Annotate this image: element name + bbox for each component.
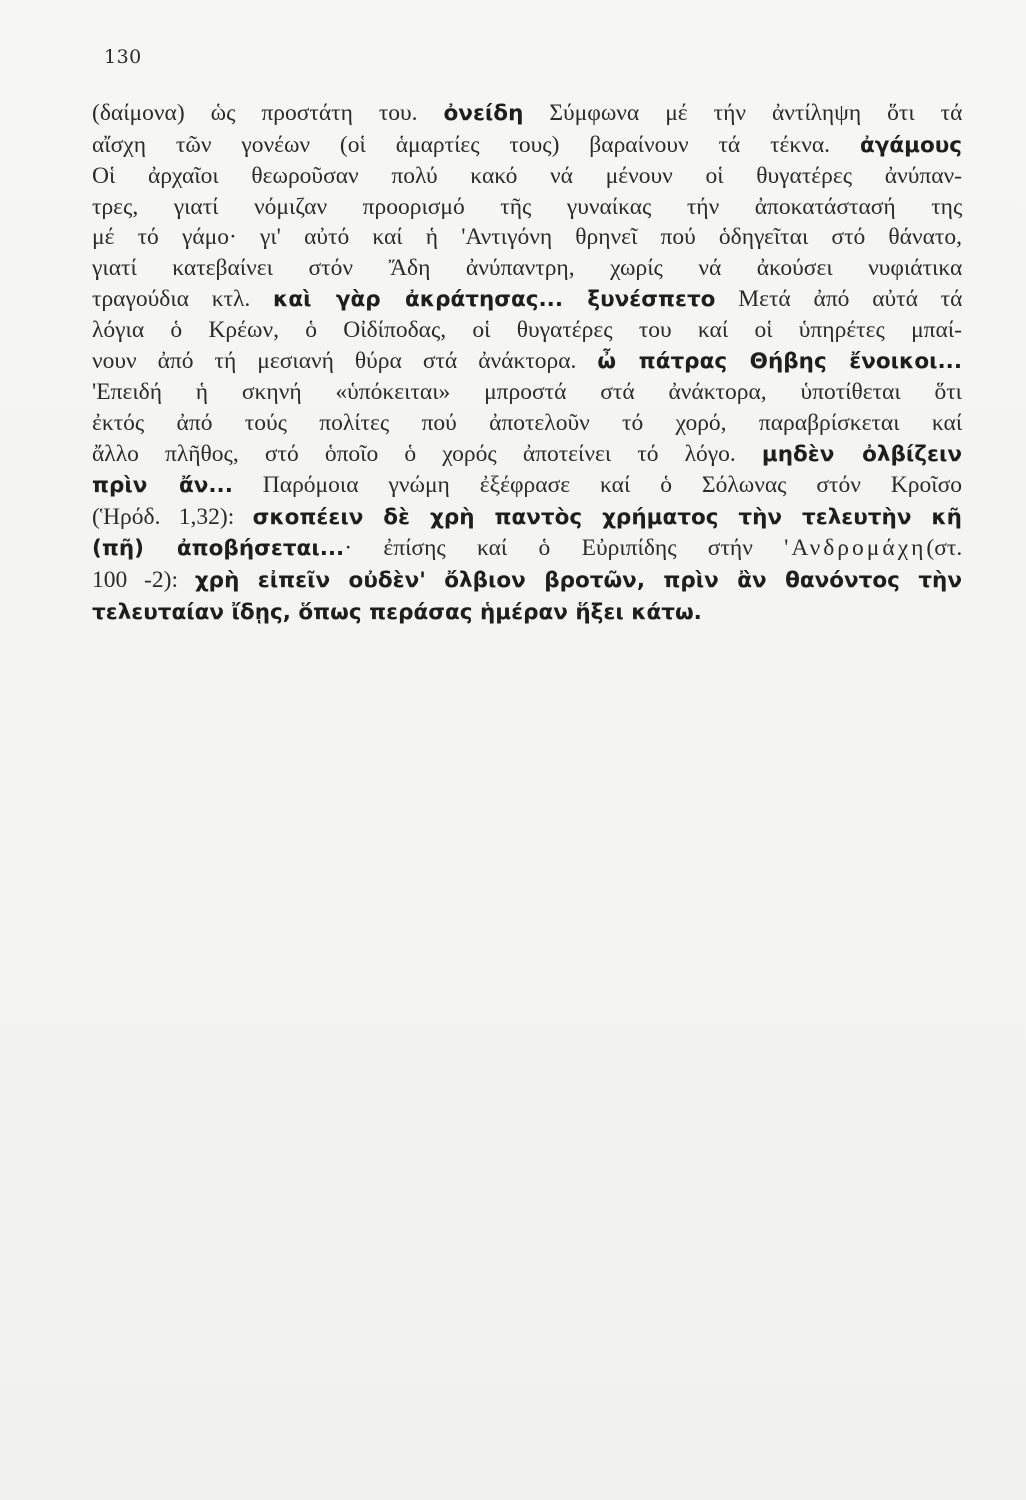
text-line-10: 'Επειδή ἡ σκηνή «ὑπόκειται» μπροστά στά ἀνάκτορα, ὑποτίθεται ὅτι	[92, 379, 962, 406]
text-line-17	[92, 597, 962, 629]
lemma-agamous: ἀγάμους	[859, 132, 962, 158]
text-line-13: πρὶν ἄν... Παρόμοια γνώμη ἐξέφρασε καί ὁ Σόλωνας στόν Κροῖσο	[92, 472, 962, 499]
quote-herodotus: σκοπέειν δὲ χρὴ παντὸς χρήματος τὴν τελευτὴν κῆ	[252, 504, 962, 530]
lemma-meden-olvizein: μηδὲν ὀλβίζειν	[761, 441, 962, 467]
work-title-andromache: 'Ανδρομάχη	[784, 535, 927, 562]
text-line-1: (δαίμονα) ὡς προστάτη του. ὀνείδη Σύμφωνα μέ τήν ἀντίληψη ὅτι τά	[92, 100, 963, 126]
text-line-7: τραγούδια κτλ. καὶ γὰρ ἀκράτησας... ξυνέσπετο Μετά ἀπό αὐτά τά	[92, 285, 963, 312]
text-line-6: γιατί κατεβαίνει στόν Ἄδη ἀνύπαντρη, χωρίς νά ἀκούσει νυφιάτικα	[92, 254, 963, 281]
text-line-2: αἴσχη τῶν γονέων (οἱ ἁμαρτίες τους) βαραίνουν τά τέκνα. ἀγάμους	[92, 131, 962, 158]
text-line-16: 100 -2): χρὴ εἰπεῖν οὐδὲν' ὄλβιον βροτῶν, πρὶν ἂν θανόντος τὴν	[92, 566, 963, 593]
text-line-12: ἄλλο πλῆθος, στό ὁποῖο ὁ χορός ἀποτείνει τό λόγο. μηδὲν ὀλβίζειν	[92, 440, 962, 467]
text-line-4: τρες, γιατί νόμιζαν προορισμό τῆς γυναίκας τήν ἀποκατάστασή της	[92, 193, 963, 220]
text-line-11: ἐκτός ἀπό τούς πολίτες πού ἀποτελοῦν τό χορό, παραβρίσκεται καί	[92, 409, 963, 436]
page-number: 130	[104, 46, 142, 68]
commentary-text	[92, 98, 962, 628]
lemma-kai-gar: καὶ γὰρ ἀκράτησας... ξυνέσπετο	[273, 286, 716, 312]
text-line-3: Οἱ ἀρχαῖοι θεωροῦσαν πολύ κακό νά μένουν οἱ θυγατέρες ἀνύπαν-	[92, 163, 962, 190]
quote-herodotus-end: (πῆ) ἀποβήσεται...	[92, 536, 345, 562]
text-line-14: (Ἡρόδ. 1,32): σκοπέειν δὲ χρὴ παντὸς χρήματος τὴν τελευτὴν κῆ	[92, 503, 962, 530]
quote-euripides-end: τελευταίαν ἴδῃς, ὅπως περάσας ἡμέραν ἥξει κάτω.	[92, 599, 702, 625]
text-line-9: νουν ἀπό τή μεσιανή θύρα στά ἀνάκτορα. ὦ πάτρας Θήβης ἔνοικοι...	[92, 347, 962, 374]
text-line-15: (πῆ) ἀποβήσεται...· ἐπίσης καί ὁ Εὐριπίδης στήν 'Ανδρομάχη(στ.	[92, 535, 963, 562]
text-line-8: λόγια ὁ Κρέων, ὁ Οἰδίποδας, οἱ θυγατέρες του καί οἱ ὑπηρέτες μπαί-	[92, 317, 962, 344]
lemma-oneide: ὀνείδη	[443, 101, 524, 126]
text-line-5: μέ τό γάμο· γι' αὐτό καί ἡ 'Αντιγόνη θρηνεῖ πού ὁδηγεῖται στό θάνατο,	[92, 224, 962, 251]
lemma-prin-an: πρὶν ἄν...	[92, 473, 233, 499]
lemma-o-patras: ὦ πάτρας Θήβης ἔνοικοι...	[597, 348, 962, 374]
quote-euripides: χρὴ εἰπεῖν οὐδὲν' ὄλβιον βροτῶν, πρὶν ἂν θανόντος τὴν	[194, 567, 963, 593]
